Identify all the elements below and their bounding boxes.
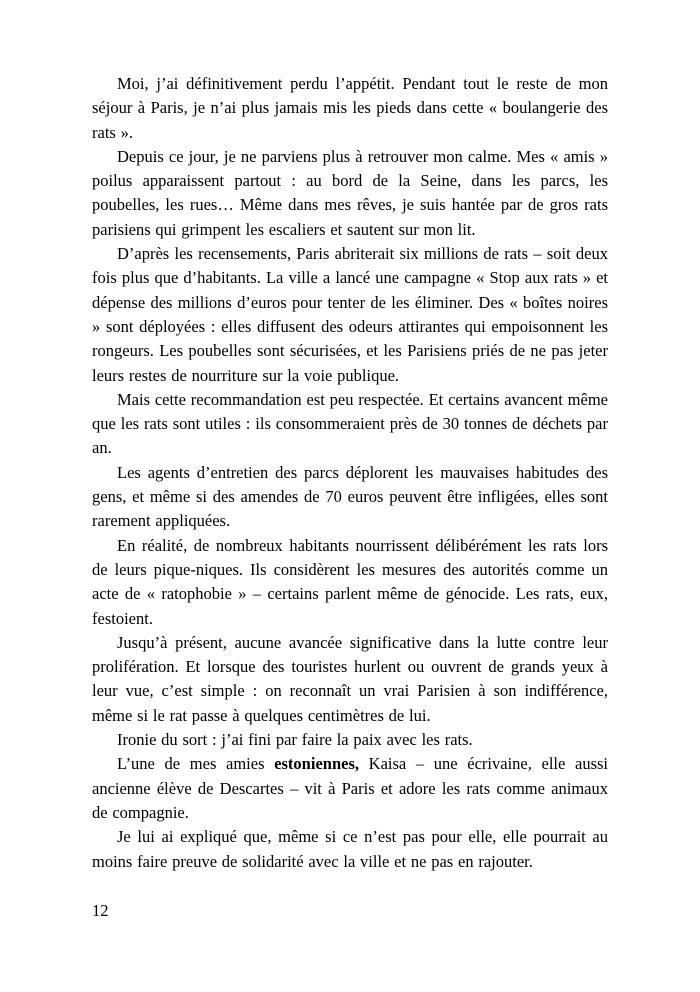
paragraph-text: Depuis ce jour, je ne parviens plus à retrouver mon calme. Mes « amis » poilus apparaissent partout : au bord de la Seine, dans les parcs, les poubelles, les rues… Même dans mes rêves, je suis hantée par de gros rats parisiens qui grimpent les escaliers et sautent sur mon lit. (92, 146, 608, 239)
paragraph-3 (92, 242, 608, 388)
paragraph-text: Je lui ai expliqué que, même si ce n’est pas pour elle, elle pourrait au moins faire preuve de solidarité avec la ville et ne pas en rajouter. (92, 827, 608, 871)
paragraph-text: Ironie du sort : j’ai fini par faire la paix avec les rats. (117, 730, 473, 750)
paragraph-text: Mais cette recommandation est peu respectée. Et certains avancent même que les rats sont utiles : ils consommeraient près de 30 tonnes de déchets par an. (92, 389, 608, 458)
paragraph-4 (92, 388, 608, 461)
paragraph-text: Les agents d’entretien des parcs déplorent les mauvaises habitudes des gens, et même si des amendes de 70 euros peuvent être infligées, elles sont rarement appliquées. (92, 462, 608, 531)
paragraph-text: D’après les recensements, Paris abriterait six millions de rats – soit deux fois plus que d’habitants. La ville a lancé une campagne « Stop aux rats » et dépense des millions d’euros pour tenter de les éliminer. Des « boîtes noires » sont déployées : elles diffusent des odeurs attirantes qui empoisonnent les rongeurs. Les poubelles sont sécurisées, et les Parisiens priés de ne pas jeter leurs restes de nourriture sur la voie publique. (92, 244, 608, 385)
paragraph-6 (92, 534, 608, 631)
paragraph-10 (92, 825, 608, 874)
paragraph-9 (92, 752, 608, 825)
paragraph-7 (92, 631, 608, 728)
paragraph-text: En réalité, de nombreux habitants nourrissent délibérément les rats lors de leurs pique-niques. Ils considèrent les mesures des autorités comme un acte de « ratophobie » – certains parlent même de génocide. Les rats, eux, festoient. (92, 535, 608, 628)
paragraph-2 (92, 145, 608, 242)
bold-text: estoniennes, (274, 754, 359, 774)
page-text (92, 72, 608, 874)
paragraph-1 (92, 72, 608, 145)
paragraph-8 (92, 728, 608, 752)
paragraph-text: Jusqu’à présent, aucune avancée significative dans la lutte contre leur prolifération. Et lorsque des touristes hurlent ou ouvrent de grands yeux à leur vue, c’est simple : on reconnaît un vrai Parisien à son indifférence, même si le rat passe à quelques centimètres de lui. (92, 632, 608, 725)
paragraph-text: L’une de mes amies (117, 754, 275, 774)
paragraph-text: Moi, j’ai définitivement perdu l’appétit. Pendant tout le reste de mon séjour à Paris, je n’ai plus jamais mis les pieds dans cette « boulangerie des rats ». (92, 74, 608, 142)
paragraph-text: Kaisa – une écrivaine, elle aussi ancienne élève de Descartes – vit à Paris et adore les rats comme animaux de compagnie. (92, 754, 609, 822)
paragraph-5 (92, 461, 608, 534)
page-number: 12 (92, 901, 109, 920)
